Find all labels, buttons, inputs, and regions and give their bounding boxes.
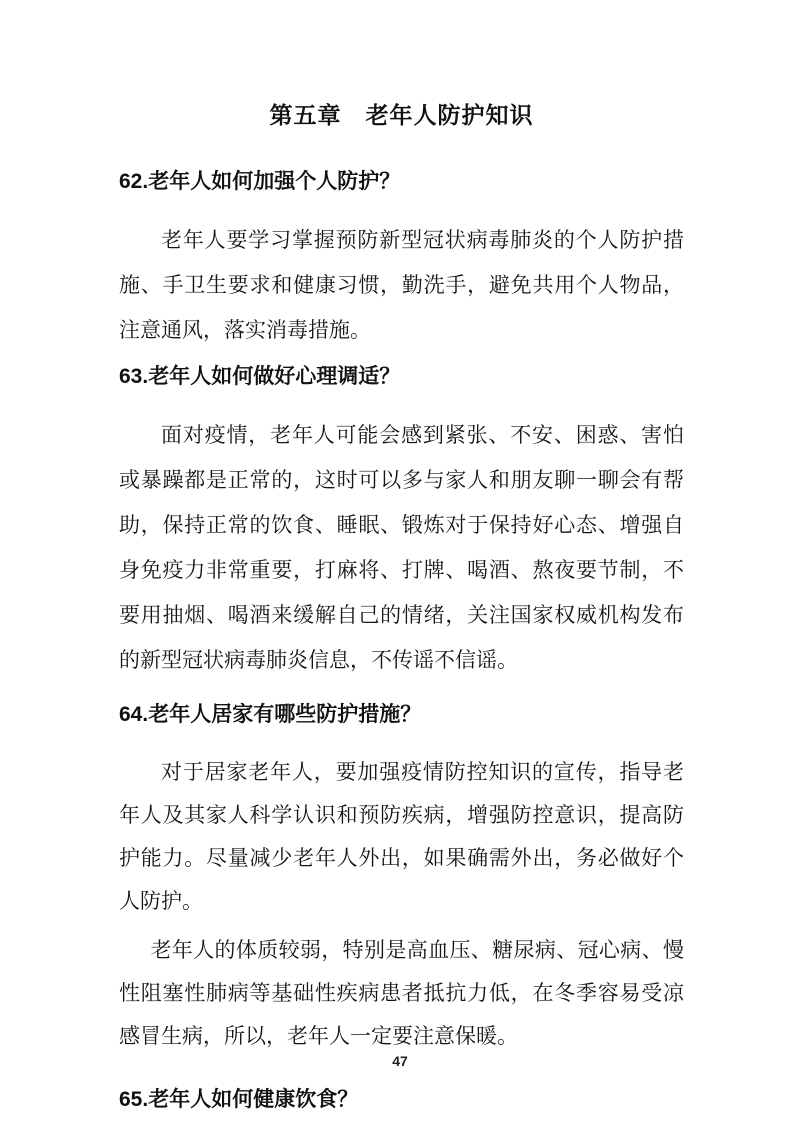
question-heading-62: 62.老年人如何加强个人防护？ — [119, 170, 401, 193]
chapter-title: 第五章 老年人防护知识 — [269, 102, 534, 128]
qa-section-65 — [119, 1086, 684, 1114]
answer-paragraph: 老年人的体质较弱，特别是高血压、糖尿病、冠心病、慢性阻塞性肺病等基础性疾病患者抵抗力低，在冬季容易受凉感冒生病，所以，老年人一定要注意保暖。 — [119, 938, 684, 1048]
qa-section-64 — [119, 701, 684, 1058]
answer-paragraph: 对于居家老年人，要加强疫情防控知识的宣传，指导老年人及其家人科学认识和预防疾病，增强防控意识，提高防护能力。尽量减少老年人外出，如果确需外出，务必做好个人防护。 — [119, 760, 684, 913]
qa-section-63 — [119, 363, 684, 683]
answer-paragraph: 面对疫情，老年人可能会感到紧张、不安、困惑、害怕或暴躁都是正常的，这时可以多与家人和朋友聊一聊会有帮助，保持正常的饮食、睡眠、锻炼对于保持好心态、增强自身免疫力非常重要，打麻将、打牌、喝酒、熬夜要节制，不要用抽烟、喝酒来缓解自己的情绪，关注国家权威机构发布的新型冠状病毒肺炎信息，不传谣不信谣。 — [119, 423, 684, 672]
qa-section-62 — [119, 168, 684, 353]
question-heading-64: 64.老年人居家有哪些防护措施？ — [119, 703, 422, 726]
page-number: 47 — [392, 1053, 408, 1069]
question-heading-63: 63.老年人如何做好心理调适？ — [119, 365, 401, 388]
question-heading-65: 65.老年人如何健康饮食？ — [119, 1088, 359, 1111]
answer-paragraph: 老年人要学习掌握预防新型冠状病毒肺炎的个人防护措施、手卫生要求和健康习惯，勤洗手，避免共用个人物品，注意通风，落实消毒措施。 — [119, 228, 684, 342]
